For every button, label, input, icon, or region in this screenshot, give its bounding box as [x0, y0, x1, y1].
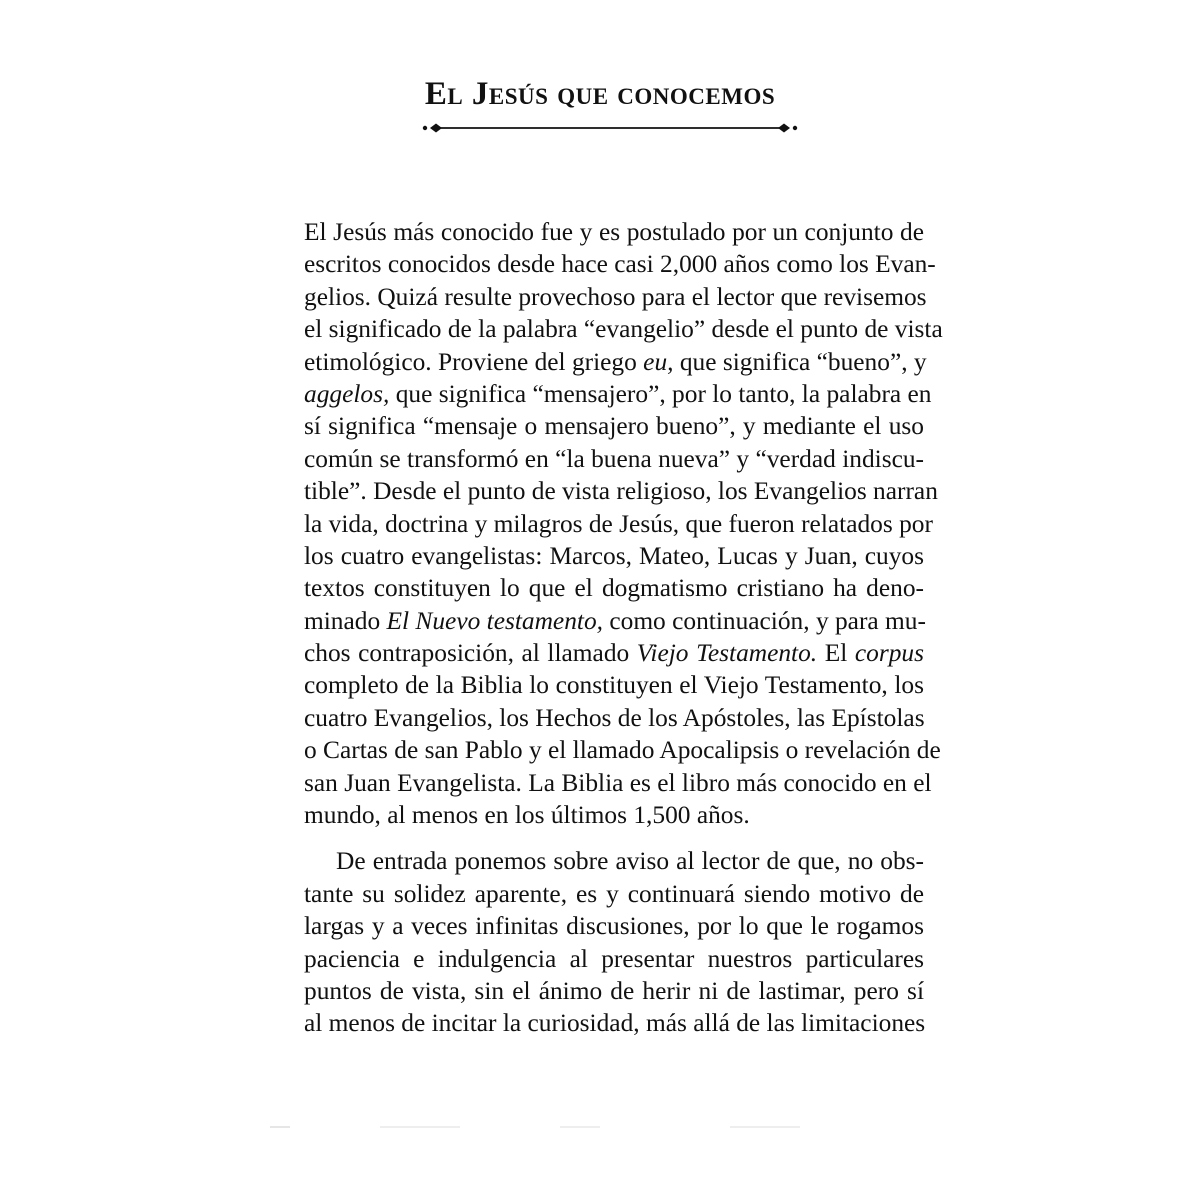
text-line [304, 637, 924, 669]
text-run: o Cartas de san Pablo y el llamado Apocalipsis o revelación de [304, 736, 941, 765]
italic-term: corpus [854, 639, 925, 668]
text-line [304, 669, 924, 701]
text-line: paciencia e indulgencia al presentar nuestros particulares [304, 944, 924, 973]
text-run: que significa “mensajero”, por lo tanto, la palabra en [389, 379, 932, 408]
paragraph-2 [304, 845, 924, 1039]
text-run: sí significa “mensaje o mensajero bueno”, y mediante el uso [304, 412, 924, 441]
text-line [304, 702, 924, 734]
text-line [304, 734, 941, 766]
text-run: como continuación, y para mu- [603, 606, 926, 635]
italic-term: aggelos, [304, 379, 390, 408]
text-run: textos constituyen lo que el dogmatismo cristiano ha deno- [304, 574, 924, 603]
text-line [304, 346, 927, 378]
text-run: minado [304, 606, 387, 635]
text-line [304, 508, 933, 540]
text-run: gelios. Quizá resulte provechoso para el lector que revisemos [304, 282, 927, 311]
text-run: la vida, doctrina y milagros de Jesús, que fueron relatados por [304, 509, 933, 538]
text-run: cuatro Evangelios, los Hechos de los Apóstoles, las Epístolas [304, 703, 925, 732]
text-line [304, 378, 932, 410]
text-line [304, 572, 924, 604]
text-line [304, 605, 924, 637]
text-line [304, 540, 924, 572]
body-text [304, 216, 943, 1040]
text-line: De entrada ponemos sobre aviso al lector de que, no obs- [336, 847, 924, 876]
paragraph-1 [304, 216, 943, 831]
text-line [304, 281, 927, 313]
text-line: puntos de vista, sin el ánimo de herir ni de lastimar, pero sí [304, 976, 924, 1005]
text-line [304, 767, 932, 799]
chapter-title: El Jesús que conocemos [424, 76, 776, 112]
text-line: largas y a veces infinitas discusiones, por lo que le rogamos [304, 912, 924, 941]
italic-term: El Nuevo testamento, [386, 606, 603, 635]
text-run: escritos conocidos desde hace casi 2,000 años como los Evan- [304, 250, 936, 279]
text-line [304, 475, 938, 507]
text-run: completo de la Biblia lo constituyen el Viejo Testamento, los [304, 671, 924, 700]
text-run: el significado de la palabra “evangelio” desde el punto de vista [304, 315, 943, 344]
text-line: al menos de incitar la curiosidad, más allá de las limitaciones [304, 1009, 926, 1038]
text-line [304, 216, 924, 248]
italic-term: Viejo Testamento. [636, 639, 818, 668]
text-run: san Juan Evangelista. La Biblia es el libro más conocido en el [304, 768, 932, 797]
text-line [304, 313, 943, 345]
text-line [304, 799, 924, 831]
text-run: etimológico. Proviene del griego [304, 347, 644, 376]
text-run: que significa “bueno”, y [673, 347, 927, 376]
title-ornament-rule [422, 120, 798, 136]
text-line [304, 410, 924, 442]
text-run: chos contraposición, al llamado [304, 639, 637, 668]
text-run: mundo, al menos en los últimos 1,500 años. [304, 801, 750, 830]
text-line [304, 443, 924, 475]
text-run: común se transformó en “la buena nueva” y “verdad indiscu- [304, 444, 924, 473]
text-run: los cuatro evangelistas: Marcos, Mateo, Lucas y Juan, cuyos [304, 541, 924, 570]
text-line: tante su solidez aparente, es y continuará siendo motivo de [304, 879, 924, 908]
text-line [304, 248, 936, 280]
italic-term: eu, [643, 347, 674, 376]
text-run: El [817, 639, 855, 668]
text-run: El Jesús más conocido fue y es postulado por un conjunto de [304, 218, 924, 246]
scan-artifact [260, 1124, 820, 1130]
text-run: tible”. Desde el punto de vista religioso, los Evangelios narran [304, 477, 938, 506]
